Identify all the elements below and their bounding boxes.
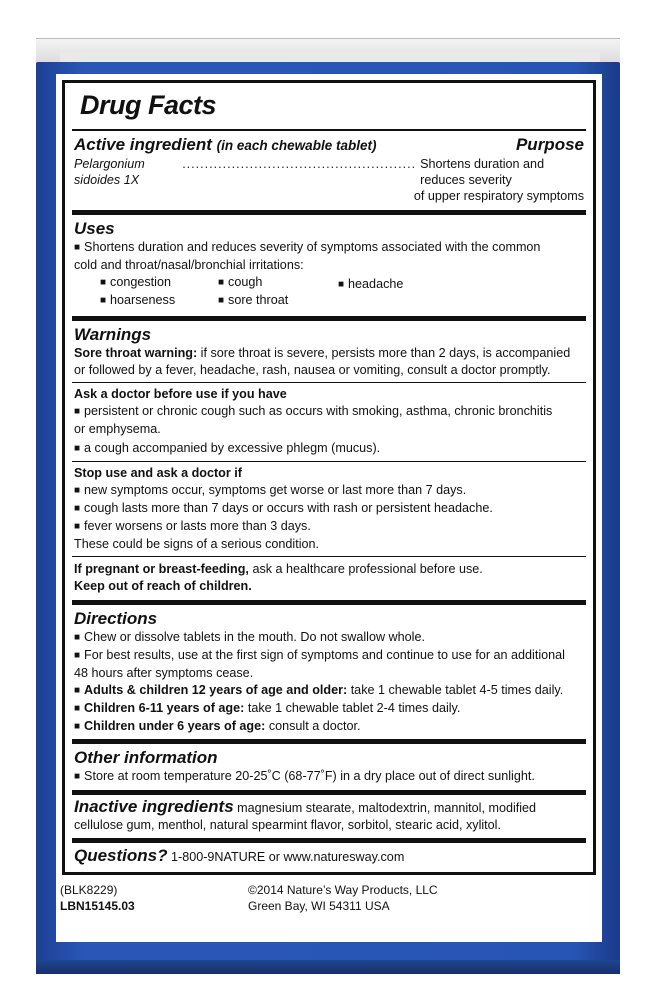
uses-text-2: cold and throat/nasal/bronchial irritations: [74, 258, 304, 272]
bullet-icon [74, 630, 84, 644]
label-footer [56, 876, 602, 942]
stop-use-section: Stop use and ask a doctor if ■ new symptoms occur, symptoms get worse or last more than 7 days. ■ cough lasts more than 7 days or occurs with rash or persistent headache. ■ fever worsens or lasts more than 3 days. These could be signs of a serious condition. [74, 462, 584, 556]
bullet-icon [100, 275, 110, 289]
questions-section [74, 843, 584, 868]
bullet-icon [74, 404, 84, 418]
directions-section: Directions ■ Chew or dissolve tablets in the mouth. Do not swallow whole. ■ For best results, use at the first sign of symptoms and continue to use for an additional 48 hours after symptoms cease. ■ Adults & children 12 years of age and older: take 1 chewable tablet 4-5 times daily. ■ Children 6-11 years of age: take 1 chewable tablet 2-4 times daily. ■ Children under 6 years of age: consult a doctor. [74, 605, 584, 739]
active-ingredient-section [74, 131, 584, 210]
purpose-heading: Purpose [515, 135, 584, 154]
address: Green Bay, WI 54311 USA [248, 899, 390, 913]
bullet-icon [338, 277, 348, 291]
product-code: (BLK8229) [60, 883, 118, 897]
pregnancy-section: If pregnant or breast-feeding, ask a healthcare professional before use. Keep out of reach of children. [74, 557, 584, 600]
bullet-icon [74, 648, 84, 662]
ask-doctor-heading: Ask a doctor before use if you have [74, 387, 287, 401]
uses-section [74, 215, 584, 316]
copyright: ©2014 Nature’s Way Products, LLC [248, 883, 438, 897]
bullet-icon [74, 240, 84, 254]
lot-code: LBN15145.03 [60, 899, 135, 913]
bullet-icon [74, 683, 84, 697]
symptom-item: ■ cough [218, 274, 338, 292]
bullet-icon [100, 293, 110, 307]
warnings-heading: Warnings [74, 325, 152, 344]
other-info-heading: Other information [74, 748, 218, 767]
inactive-ingredients-heading: Inactive ingredients [74, 797, 234, 816]
symptom-item: ■ sore throat [218, 292, 338, 310]
symptom-item: ■ congestion [100, 274, 218, 292]
questions-heading: Questions? [74, 846, 168, 865]
uses-text-1: Shortens duration and reduces severity of symptoms associated with the common [84, 240, 541, 254]
bullet-icon [74, 769, 84, 783]
bullet-icon [74, 701, 84, 715]
sore-throat-text: or followed by a fever, headache, rash, nausea or vomiting, consult a doctor promptly. [74, 363, 551, 377]
other-info-section: Other information ■ Store at room temperature 20-25˚C (68-77˚F) in a dry place out of direct sunlight. [74, 744, 584, 790]
bullet-icon [218, 293, 228, 307]
bullet-icon [218, 275, 228, 289]
active-ingredient-row [74, 156, 584, 188]
leader-dots: .................................................... [182, 157, 417, 171]
bullet-icon [74, 519, 84, 533]
purpose-line-2: of upper respiratory symptoms [413, 189, 584, 203]
contact-info: 1-800-9NATURE or www.naturesway.com [171, 850, 405, 864]
drug-facts-box [62, 80, 596, 875]
drug-facts-title: Drug Facts [80, 90, 217, 120]
keep-out-warning: Keep out of reach of children. [74, 579, 252, 593]
sore-throat-label: Sore throat warning: [74, 346, 198, 360]
inactive-ingredients-section: Inactive ingredients magnesium stearate, maltodextrin, mannitol, modified cellulose gum, menthol, natural spearmint flavor, sorbitol, stearic acid, xylitol. [74, 797, 537, 832]
symptom-item: ■ hoarseness [100, 292, 218, 310]
purpose-line-1: Shortens duration and reduces severity [420, 157, 545, 187]
bullet-icon [74, 483, 84, 497]
uses-heading: Uses [74, 219, 115, 238]
active-ingredient-heading: Active ingredient (in each chewable tablet) [74, 135, 377, 154]
stop-use-heading: Stop use and ask a doctor if [74, 466, 242, 480]
directions-heading: Directions [74, 609, 158, 628]
carton-bottom-edge [36, 960, 620, 974]
bullet-icon [74, 501, 84, 515]
stop-use-note: These could be signs of a serious condition. [74, 537, 320, 551]
symptom-list [74, 274, 584, 310]
bullet-icon [74, 441, 84, 455]
bullet-icon [74, 719, 84, 733]
warnings-section: Warnings Sore throat warning: if sore throat is severe, persists more than 2 days, is accompanied or followed by a fever, headache, rash, nausea or vomiting, consult a doctor promptly. [74, 321, 584, 382]
ask-doctor-section: Ask a doctor before use if you have ■ persistent or chronic cough such as occurs with smoking, asthma, chronic bronchitis or emphysema. ■ a cough accompanied by excessive phlegm (mucus). [74, 383, 584, 461]
symptom-item: ■ headache [338, 276, 478, 294]
ingredient-name: Pelargonium sidoides 1X [74, 157, 145, 187]
